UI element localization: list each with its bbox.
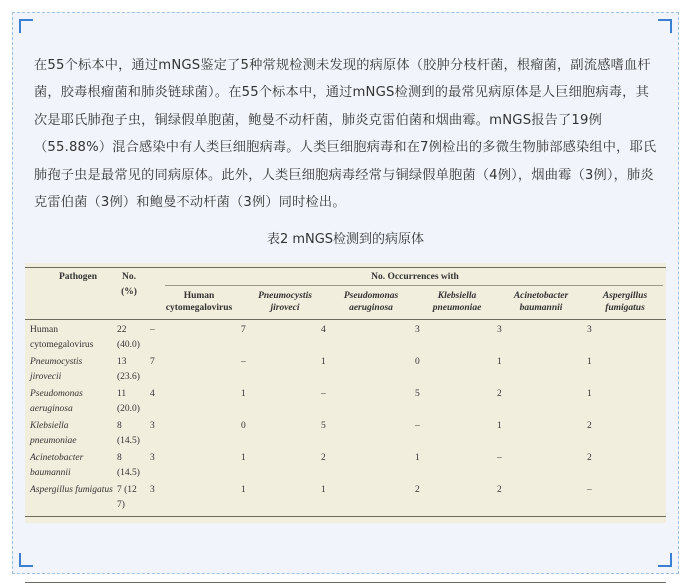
- row-value: 2: [497, 389, 502, 399]
- row-count: 8: [117, 453, 122, 463]
- row-count: (20.0): [117, 404, 140, 414]
- column-header: Pneumocystis: [258, 291, 312, 301]
- row-count: (14.5): [117, 468, 140, 478]
- header-group-rule: [165, 285, 663, 286]
- column-header: jiroveci: [270, 303, 300, 313]
- row-count: 13: [117, 357, 127, 367]
- row-value: 0: [415, 357, 420, 367]
- row-value: 2: [587, 421, 592, 431]
- row-value: 7: [241, 325, 246, 335]
- column-header: fumigatus: [605, 303, 645, 313]
- row-value: 5: [321, 421, 326, 431]
- row-pathogen-name: Aspergillus fumigatus: [30, 485, 113, 495]
- row-pathogen-name: Pneumocystis: [30, 357, 83, 367]
- row-value: 0: [241, 421, 246, 431]
- row-pathogen-name: pneumoniae: [30, 436, 77, 446]
- row-pathogen-name: cytomegalovirus: [30, 340, 94, 350]
- row-value: 2: [321, 453, 326, 463]
- frame-corner: [19, 19, 33, 33]
- table-bottom-rule: [25, 516, 666, 517]
- row-count: 22: [117, 325, 127, 335]
- header-no: No.: [122, 272, 136, 282]
- row-value: 1: [497, 421, 502, 431]
- row-value: 5: [415, 389, 420, 399]
- column-header: Acinetobacter: [513, 291, 569, 301]
- row-pathogen-name: aeruginosa: [30, 404, 73, 414]
- row-value: 2: [587, 453, 592, 463]
- table-caption: 表2 mNGS检测到的病原体: [266, 232, 425, 247]
- row-value: 3: [415, 325, 420, 335]
- header-pathogen: Pathogen: [59, 272, 97, 282]
- row-value: 3: [150, 421, 155, 431]
- row-pathogen-name: Klebsiella: [30, 421, 69, 431]
- frame-corner: [658, 19, 672, 33]
- pathogen-table: [25, 263, 666, 523]
- row-value: 7: [150, 357, 155, 367]
- column-header: cytomegalovirus: [165, 303, 233, 313]
- row-value: 1: [321, 485, 326, 495]
- row-value: –: [241, 357, 246, 367]
- row-count: (14.5): [117, 436, 140, 446]
- row-count: (40.0): [117, 340, 140, 350]
- frame-corner: [19, 553, 33, 567]
- header-pct: (%): [121, 287, 137, 297]
- row-pathogen-name: baumannii: [30, 468, 71, 478]
- body-paragraph: 在55个标本中，通过mNGS鉴定了5种常规检测未发现的病原体（胶肿分枝杆菌，根瘤菌，副流感嗜血杆菌，胶毒根瘤菌和肺炎链球菌）。在55个标本中，通过mNGS检测到的最常见病原体是人巨细胞病毒，其次是耶氏肺孢子虫，铜绿假单胞菌，鲍曼不动杆菌，肺炎克雷伯菌和烟曲霉。mNGS报告了19例（55.88%）混合感染中有人类巨细胞病毒。人类巨细胞病毒和在7例检出的多微生物肺部感染组中，耶氏肺孢子虫是最常见的同病原体。此外，人类巨细胞病毒经常与铜绿假单胞菌（4例），烟曲霉（3例），肺炎克雷伯菌（3例）和鲍曼不动杆菌（3例）同时检出。: [34, 58, 657, 211]
- column-header: baumannii: [519, 303, 563, 313]
- column-header: aeruginosa: [349, 303, 393, 313]
- row-value: –: [497, 453, 502, 463]
- row-value: 1: [321, 357, 326, 367]
- header-bottom-rule: [25, 319, 666, 320]
- row-value: 1: [497, 357, 502, 367]
- row-value: –: [415, 421, 420, 431]
- column-header: Klebsiella: [437, 291, 477, 301]
- column-header: Pseudomonas: [343, 291, 399, 301]
- table-top-rule: [25, 267, 666, 268]
- column-header: pneumoniae: [432, 303, 482, 313]
- row-value: 2: [415, 485, 420, 495]
- row-value: 1: [415, 453, 420, 463]
- row-pathogen-name: jirovecii: [30, 372, 62, 382]
- column-header: Aspergillus: [602, 291, 648, 301]
- row-value: 1: [241, 485, 246, 495]
- row-pathogen-name: Human: [30, 325, 58, 335]
- row-value: 3: [497, 325, 502, 335]
- row-value: 3: [150, 453, 155, 463]
- row-value: 4: [321, 325, 326, 335]
- row-count: 7 (12: [117, 485, 137, 495]
- row-value: 3: [587, 325, 592, 335]
- row-pathogen-name: Pseudomonas: [30, 389, 83, 399]
- row-value: 1: [241, 389, 246, 399]
- row-value: 1: [587, 389, 592, 399]
- row-value: –: [321, 389, 326, 399]
- row-pathogen-name: Acinetobacter: [30, 453, 84, 463]
- row-count: (23.6): [117, 372, 140, 382]
- row-count: 8: [117, 421, 122, 431]
- row-value: –: [150, 325, 155, 335]
- row-value: 2: [497, 485, 502, 495]
- frame-corner: [658, 553, 672, 567]
- row-value: 4: [150, 389, 155, 399]
- row-count: 11: [117, 389, 127, 399]
- row-value: 1: [587, 357, 592, 367]
- row-value: –: [587, 485, 592, 495]
- header-occurrences: No. Occurrences with: [371, 272, 459, 282]
- row-value: 1: [241, 453, 246, 463]
- column-header: Human: [183, 291, 215, 301]
- row-value: 3: [150, 485, 155, 495]
- row-count: 7): [117, 500, 125, 510]
